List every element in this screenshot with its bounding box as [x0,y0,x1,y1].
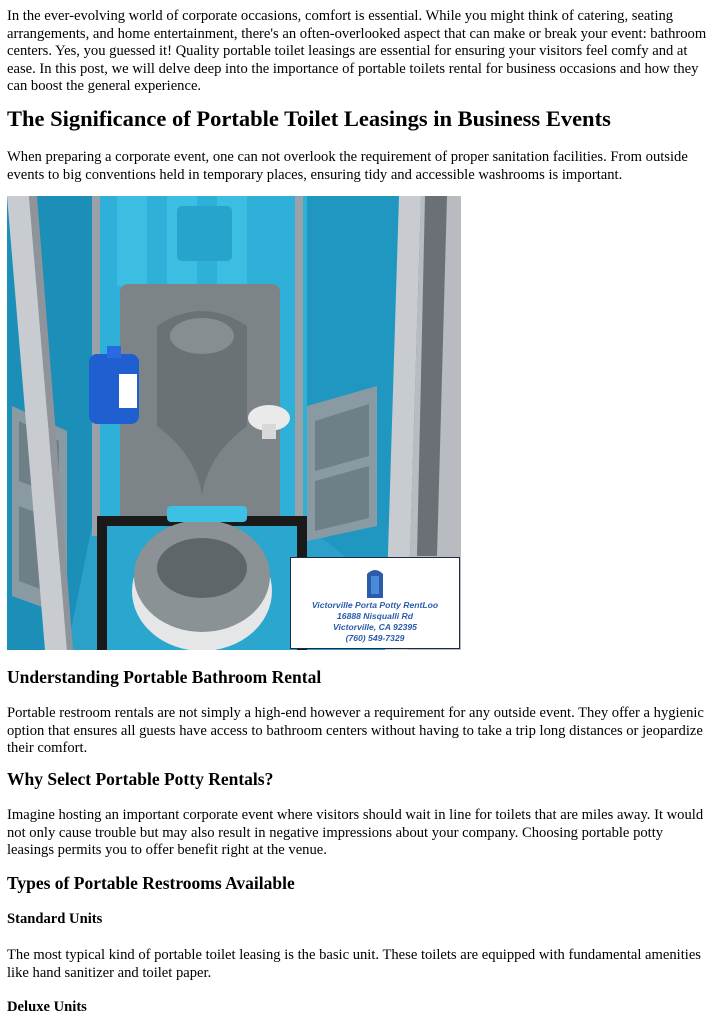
standard-units-paragraph: The most typical kind of portable toilet leasing is the basic unit. These toilets are equipped with fundamental amenities like hand sanitizer and toilet paper. [7,947,701,981]
understanding-paragraph: Portable restroom rentals are not simply a high-end however a requirement for any outside event. They offer a hygienic option that ensures all guests have access to bathroom centers without having to take a trip long distances or jeopardize their comfort. [7,705,704,756]
business-city: Victorville, CA 92395 [333,622,417,632]
subheading-standard-units: Standard Units [7,911,103,927]
portable-toilet-photo [7,196,461,650]
section-heading-understanding: Understanding Portable Bathroom Rental [7,667,322,687]
why-select-paragraph: Imagine hosting an important corporate event where visitors should wait in line for toilets that are miles away. It would not only cause trouble but may also result in negative impressions about your company. Choosing portable potty leasings permits you to offer benefit right at the venue. [7,807,704,858]
section-heading-significance: The Significance of Portable Toilet Leasings in Business Events [7,106,611,131]
portable-toilet-icon [366,566,384,598]
business-contact-card [290,557,460,649]
business-street: 16888 Nisqualli Rd [337,611,413,621]
section-heading-why-select: Why Select Portable Potty Rentals? [7,769,274,789]
business-name: Victorville Porta Potty RentLoo [311,600,439,610]
subheading-deluxe-units: Deluxe Units [7,999,87,1015]
intro-paragraph: In the ever-evolving world of corporate occasions, comfort is essential. While you might think of catering, seating arrangements, and home entertainment, there's an often-overlooked aspect that can make or break your event: bathroom centers. Yes, you guessed it! Quality portable toilet leasings are essential for ensuring your visitors feel comfy and at ease. In this post, we will delve deep into the importance of portable toilets rental for business occasions and how they can boost the general experience. [7,8,707,94]
section-heading-types: Types of Portable Restrooms Available [7,873,295,893]
business-phone: (760) 549-7329 [345,633,405,643]
significance-paragraph: When preparing a corporate event, one can not overlook the requirement of proper sanitation facilities. From outside events to big conventions held in temporary places, ensuring tidy and accessible washrooms is important. [7,149,688,183]
